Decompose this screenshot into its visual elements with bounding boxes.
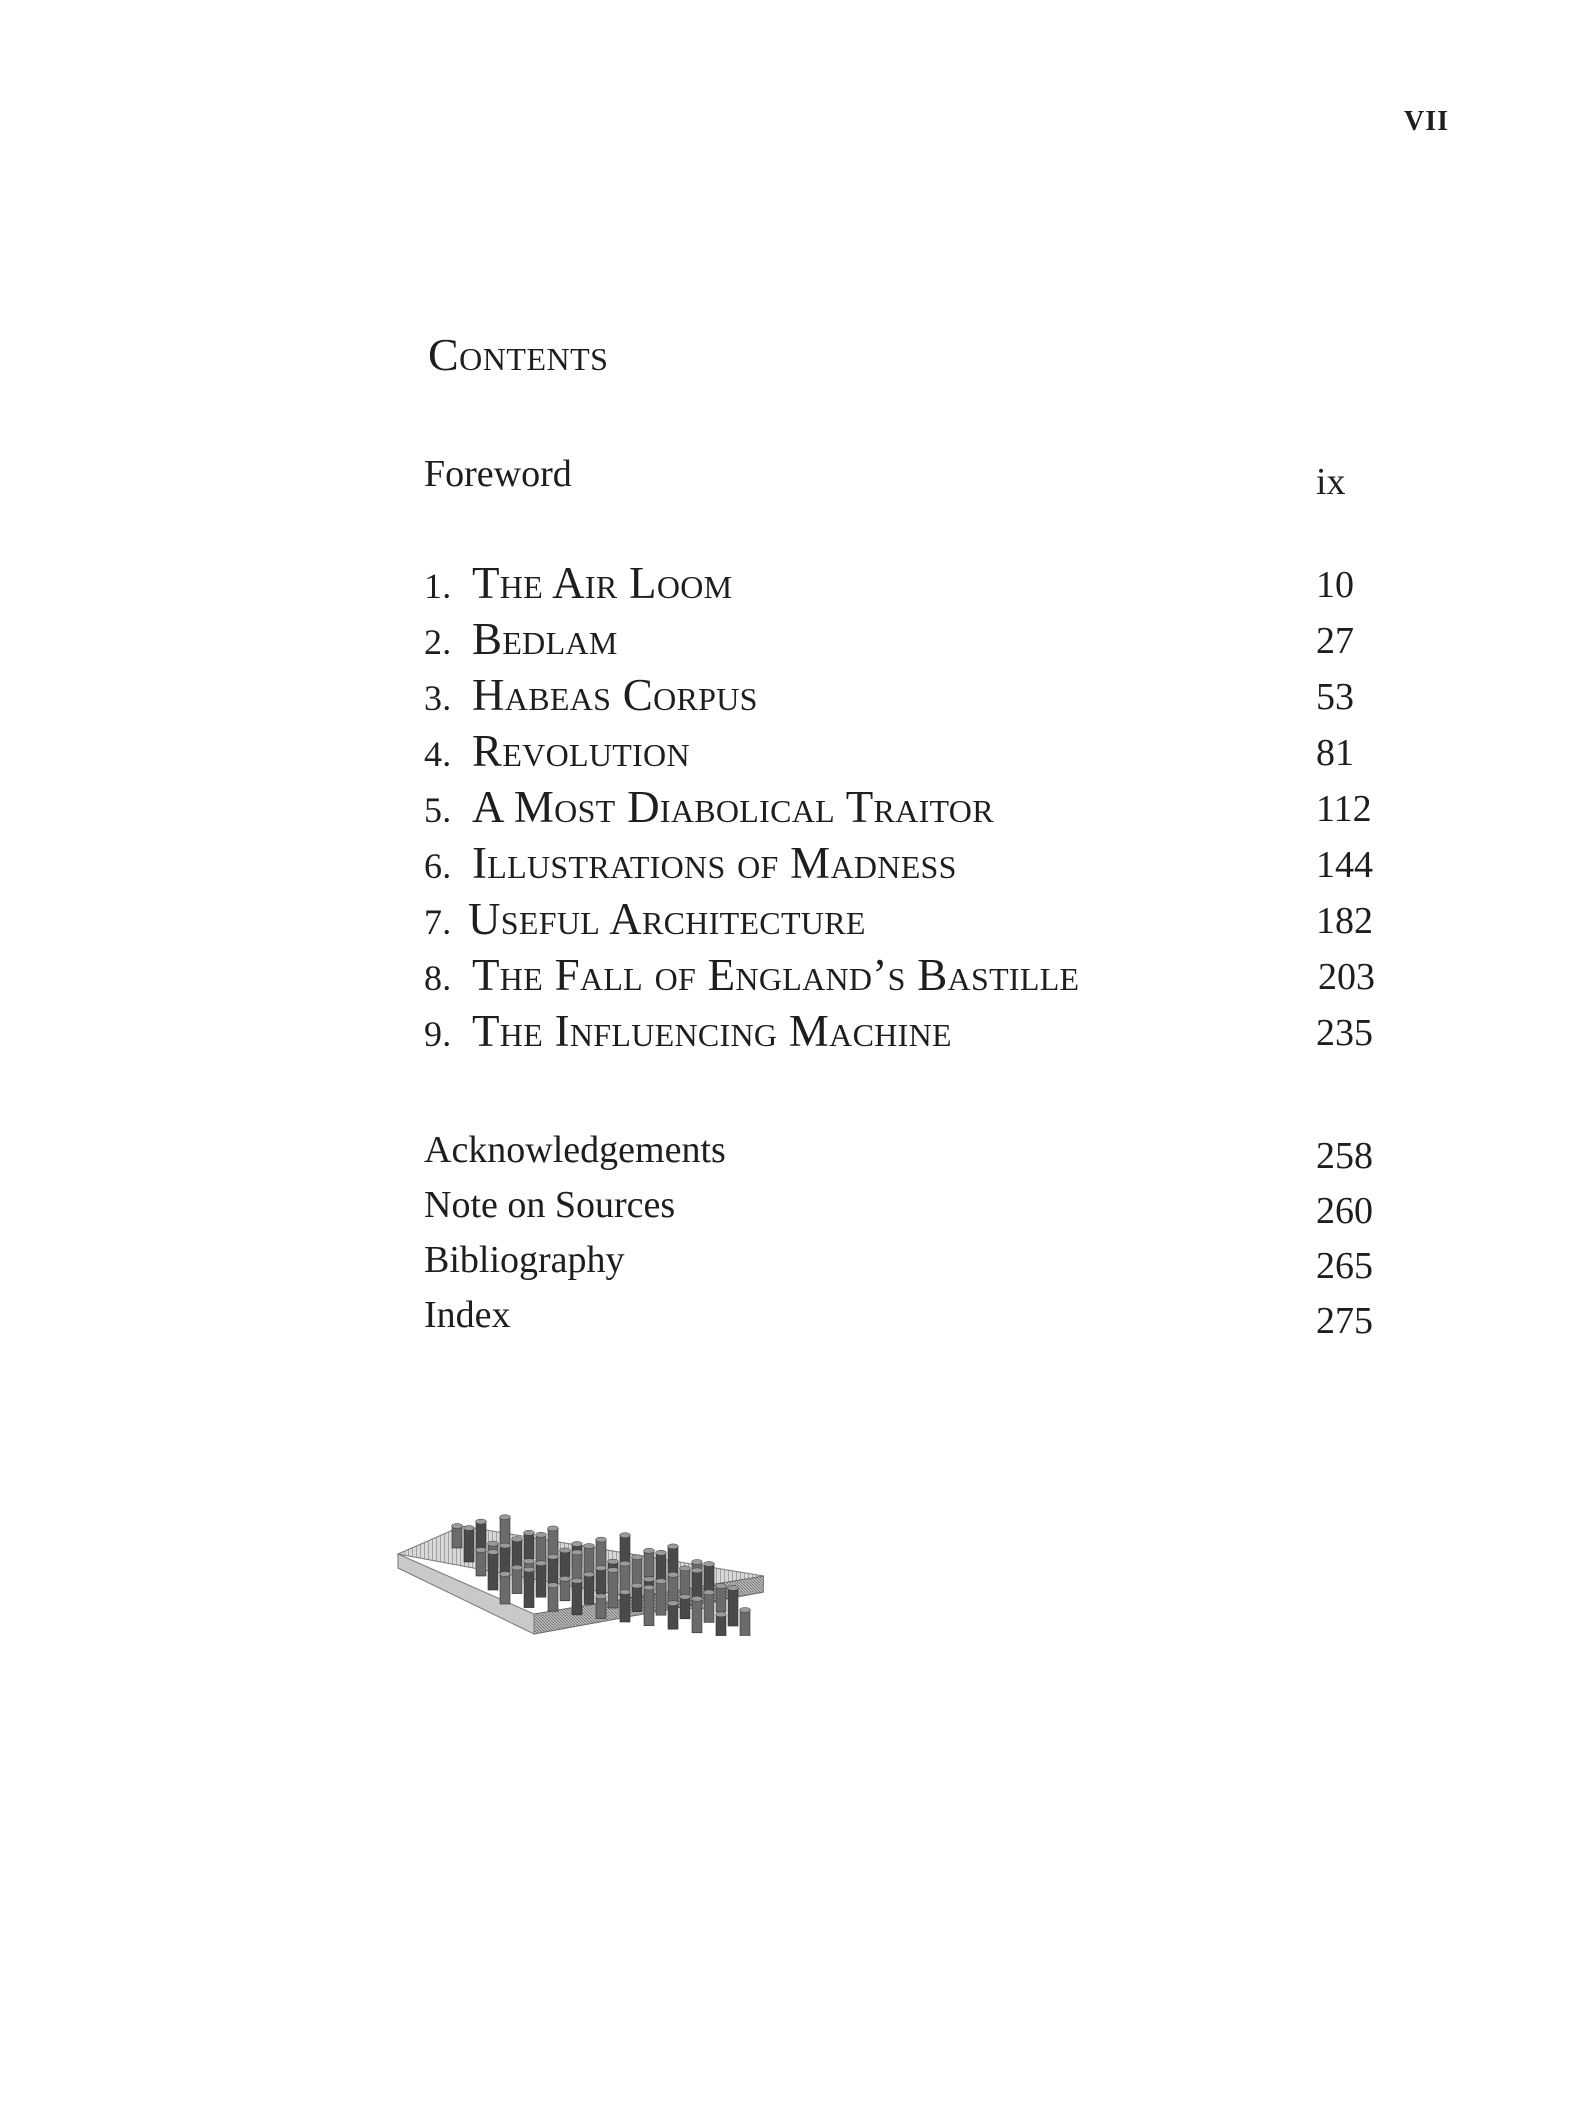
toc-chapter-5[interactable] [424,781,1384,837]
loom-pillar-cap [608,1568,619,1573]
loom-pillar [452,1526,462,1548]
toc-entry-page: 260 [1316,1190,1373,1232]
toc-chapter-3[interactable] [424,669,1384,725]
loom-pillar [632,1586,642,1612]
toc-entry-index[interactable] [424,1293,1384,1349]
loom-pillar [476,1550,486,1576]
loom-pillar [584,1574,594,1604]
loom-pillar-cap [680,1594,691,1599]
toc-entry-page: 258 [1316,1135,1373,1177]
loom-pillar [716,1614,726,1636]
loom-pillar-cap [536,1532,547,1537]
loom-pillar-cap [632,1555,643,1560]
chapter-title: The Air Loom [472,558,733,608]
loom-pillar [548,1585,558,1611]
toc-entry-bibliography[interactable] [424,1238,1384,1294]
loom-pillar-cap [596,1537,607,1542]
loom-pillar [596,1596,606,1618]
toc-chapter-label [424,1005,952,1057]
loom-pillar [512,1568,522,1594]
loom-pillar-cap [476,1548,487,1553]
chapter-page: 10 [1316,564,1354,606]
chapter-number: 5. [424,790,452,830]
toc-chapter-label [424,781,994,833]
toc-entry-foreword[interactable] [424,452,1384,508]
toc-entry-page: 275 [1316,1300,1373,1342]
toc-entry-acknowledgements[interactable] [424,1128,1384,1184]
loom-pillar-cap [692,1560,703,1565]
loom-pillar [536,1563,546,1597]
loom-pillar [740,1610,750,1636]
loom-pillar [668,1575,678,1605]
loom-pillar-cap [560,1548,571,1553]
chapter-page: 81 [1316,732,1354,774]
chapter-number: 6. [424,846,452,886]
loom-pillar-cap [488,1550,499,1555]
air-loom-machine-illustration-icon [392,1488,764,1636]
chapter-page: 182 [1316,900,1373,942]
loom-pillar [476,1522,486,1552]
loom-pillar [716,1586,726,1612]
chapter-page: 235 [1316,1012,1373,1054]
chapter-page: 27 [1316,620,1354,662]
loom-pillar-cap [668,1572,679,1577]
loom-pillar-cap [524,1559,535,1564]
loom-pillar [596,1540,606,1570]
chapter-title: The Influencing Machine [472,1006,952,1056]
loom-pillar-cap [596,1566,607,1571]
toc-entry-note-on-sources[interactable] [424,1183,1384,1239]
loom-pillar-cap [704,1562,715,1567]
loom-pillar [548,1557,558,1587]
page-number: VII [1404,106,1450,137]
toc-chapter-6[interactable] [424,837,1384,893]
toc-entry-label: Bibliography [424,1239,625,1281]
loom-pillar [512,1539,522,1569]
loom-pillar [524,1533,534,1559]
loom-pillar [560,1579,570,1601]
loom-pillar [692,1599,702,1633]
loom-pillar-cap [584,1572,595,1577]
chapter-page: 144 [1316,844,1373,886]
loom-pillar-cap [572,1542,583,1547]
chapter-title: The Fall of England’s Bastille [472,950,1080,1000]
loom-pillar-cap [536,1561,547,1566]
loom-pillar-cap [464,1526,475,1531]
loom-pillar-cap [500,1515,511,1520]
chapter-title: Illustrations of Madness [472,838,957,888]
loom-pillar-cap [704,1590,715,1595]
loom-pillar-cap [620,1533,631,1538]
loom-pillar-cap [632,1583,643,1588]
loom-pillar-cap [572,1550,583,1555]
loom-pillar-cap [512,1565,523,1570]
loom-pillar [620,1592,630,1622]
toc-chapter-label [424,613,618,665]
loom-pillar-cap [524,1567,535,1572]
toc-entry-page: 265 [1316,1245,1373,1287]
chapter-page: 112 [1316,788,1372,830]
toc-entry-label: Acknowledgements [424,1129,726,1171]
loom-pillar-cap [548,1583,559,1588]
loom-pillar-cap [488,1541,499,1546]
loom-pillar-cap [644,1548,655,1553]
chapter-title: Revolution [472,726,690,776]
toc-chapter-2[interactable] [424,613,1384,669]
chapter-number: 8. [424,958,452,998]
loom-pillar-cap [512,1537,523,1542]
loom-pillar-cap [620,1590,631,1595]
loom-pillar [644,1588,654,1626]
loom-pillar-cap [572,1578,583,1583]
loom-pillar-cap [608,1559,619,1564]
loom-pillar-cap [596,1594,607,1599]
chapter-number: 1. [424,566,452,606]
loom-pillar-cap [476,1519,487,1524]
loom-pillar [728,1588,738,1626]
toc-chapter-label [424,725,690,777]
contents-heading: Contents [428,329,609,380]
loom-pillar [572,1581,582,1615]
chapter-number: 3. [424,678,452,718]
loom-pillar [608,1570,618,1608]
toc-chapter-label [424,893,866,945]
chapter-page: 203 [1318,956,1375,998]
loom-pillar-cap [620,1561,631,1566]
loom-pillar-cap [548,1554,559,1559]
toc-chapter-1[interactable] [424,557,1384,613]
loom-pillar-cap [524,1530,535,1535]
loom-pillar [464,1528,474,1562]
toc-entry-page: ix [1316,461,1346,503]
loom-pillar [596,1568,606,1594]
loom-pillar-cap [716,1612,727,1617]
toc-chapter-label [424,669,758,721]
loom-pillar [656,1581,666,1615]
loom-pillar-cap [500,1572,511,1577]
toc-entry-label: Index [424,1294,511,1336]
loom-pillar-cap [560,1576,571,1581]
loom-pillar-cap [656,1550,667,1555]
loom-pillar-cap [644,1577,655,1582]
loom-pillar [488,1552,498,1590]
loom-pillar-cap [656,1579,667,1584]
loom-pillar-cap [692,1596,703,1601]
chapter-number: 7. [424,902,452,942]
loom-pillar [560,1550,570,1576]
loom-pillar-cap [740,1608,751,1613]
chapter-title: Bedlam [472,614,618,664]
loom-pillar-cap [500,1543,511,1548]
loom-pillar [500,1574,510,1604]
toc-entry-label: Foreword [424,453,572,495]
toc-chapter-label [424,949,1079,1001]
toc-chapter-7[interactable] [424,893,1384,949]
loom-pillar [524,1570,534,1608]
loom-pillar-cap [680,1566,691,1571]
loom-pillar-cap [692,1568,703,1573]
loom-pillar [704,1592,714,1622]
chapter-title: Useful Architecture [468,894,866,944]
loom-pillar-cap [668,1601,679,1606]
loom-pillar-cap [548,1526,559,1531]
chapter-number: 4. [424,734,452,774]
loom-pillar [680,1597,690,1619]
loom-pillar-cap [452,1524,463,1529]
loom-pillar [668,1603,678,1629]
chapter-page: 53 [1316,676,1354,718]
loom-pillar-cap [644,1585,655,1590]
loom-pillar [680,1568,690,1594]
loom-pillar-cap [584,1544,595,1549]
toc-chapter-8[interactable] [424,949,1384,1005]
chapter-number: 9. [424,1014,452,1054]
toc-chapter-label [424,837,957,889]
loom-pillar-cap [668,1544,679,1549]
chapter-number: 2. [424,622,452,662]
chapter-title: Habeas Corpus [472,670,758,720]
loom-pillar-cap [716,1584,727,1589]
toc-chapter-9[interactable] [424,1005,1384,1061]
toc-chapter-4[interactable] [424,725,1384,781]
loom-pillar [632,1557,642,1587]
chapter-title: A Most Diabolical Traitor [472,782,994,832]
loom-pillar [644,1551,654,1577]
toc-chapter-label [424,557,732,609]
loom-pillar-cap [728,1586,739,1591]
toc-entry-label: Note on Sources [424,1184,676,1226]
